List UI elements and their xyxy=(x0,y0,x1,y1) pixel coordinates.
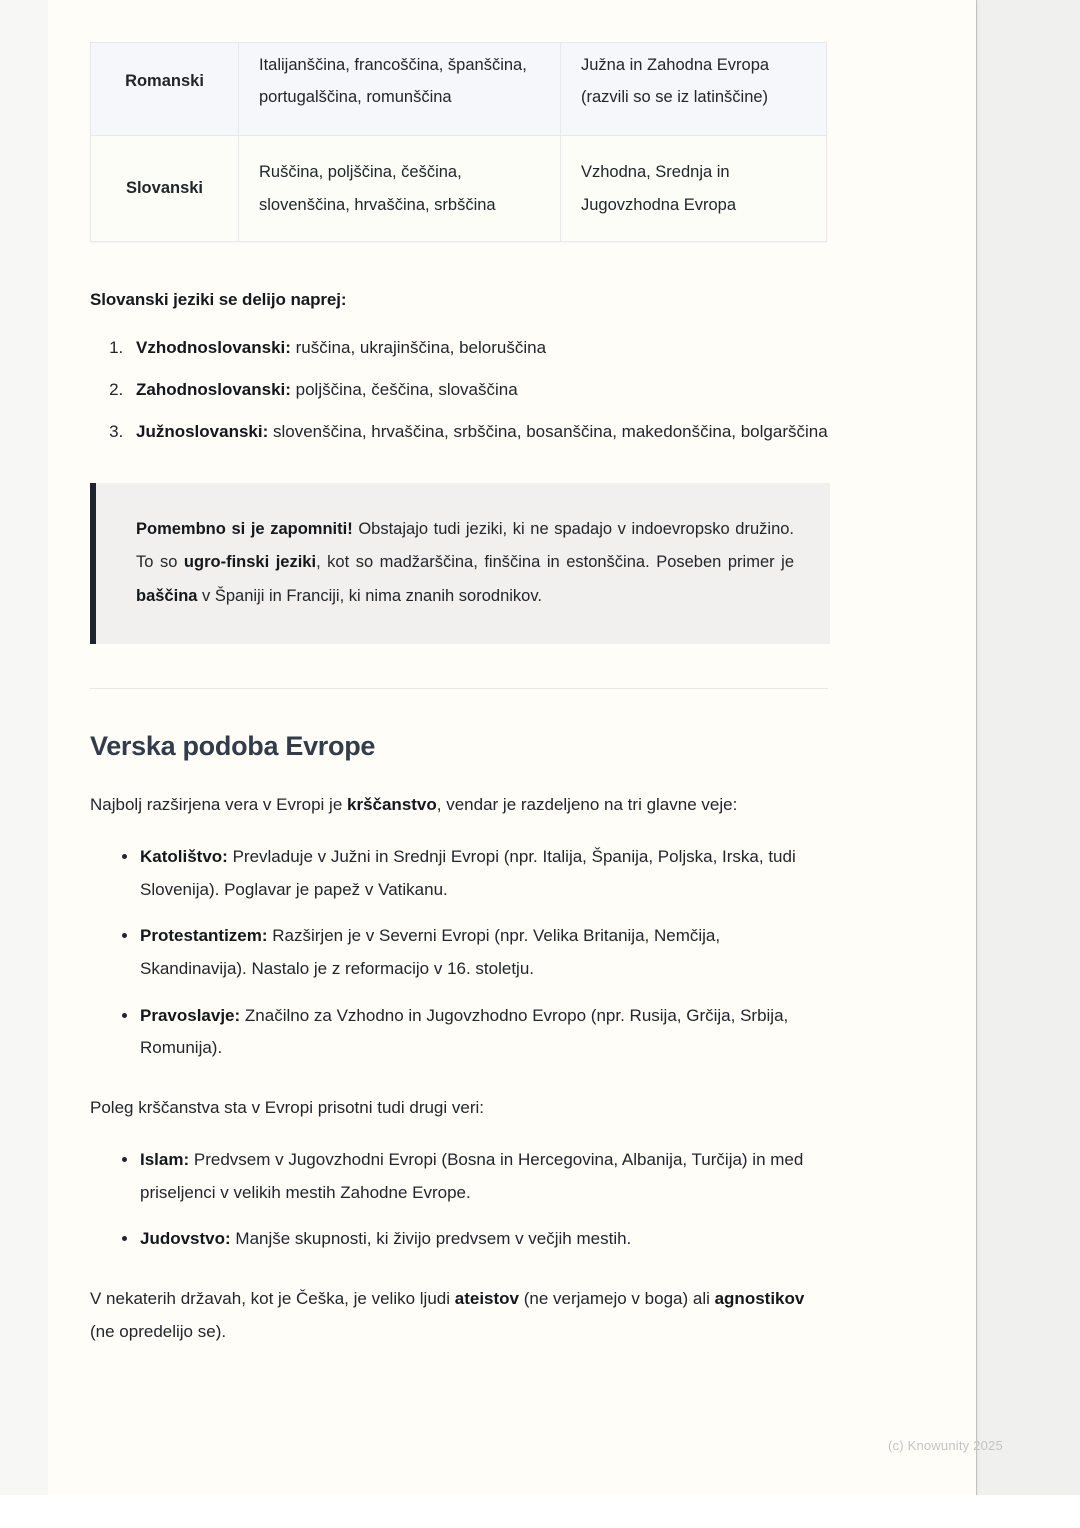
page-content xyxy=(90,0,830,1348)
slavic-subdivision-list xyxy=(90,332,830,449)
callout-text xyxy=(136,513,794,614)
list-item xyxy=(122,1223,830,1256)
religion-intro-part1: Najbolj razširjena vera v Evropi je xyxy=(90,795,347,815)
list-item xyxy=(128,416,830,448)
table-cell-languages: Ruščina, poljščina, češčina, slovenščina, hrvaščina, srbščina xyxy=(239,136,561,241)
table-row xyxy=(91,136,827,241)
page-title: Verska podoba Evrope xyxy=(90,731,376,762)
callout-part3: v Španiji in Franciji, ki nima znanih sorodnikov. xyxy=(197,587,542,606)
closing-bold2: agnostikov xyxy=(714,1288,805,1308)
christian-branches-list xyxy=(90,841,830,1065)
right-side-panel xyxy=(976,0,1080,1495)
list-item-label: Pravoslavje: xyxy=(140,1005,241,1025)
list-item xyxy=(122,1000,830,1065)
religion-intro-paragraph xyxy=(90,788,828,821)
religion-intro-part2: , vendar je razdeljeno na tri glavne veje: xyxy=(436,795,738,815)
list-item xyxy=(128,332,830,364)
section-divider xyxy=(90,688,828,689)
list-item-text: slovenščina, hrvaščina, srbščina, bosanščina, makedonščina, bolgarščina xyxy=(268,422,828,442)
list-item-label: Judovstvo: xyxy=(140,1229,231,1249)
callout-lead: Pomembno si je zapomniti! xyxy=(136,519,353,538)
closing-bold1: ateistov xyxy=(454,1288,519,1308)
religion-intro-bold: krščanstvo xyxy=(347,795,437,815)
table-cell-area: Južna in Zahodna Evropa (razvili so se iz latinščine) xyxy=(561,43,827,136)
right-side-panel-bottom xyxy=(976,1495,1080,1528)
copyright-watermark: (c) Knowunity 2025 xyxy=(888,1438,1003,1453)
table-cell-group: Slovanski xyxy=(91,136,239,241)
language-families-table xyxy=(90,42,827,242)
important-note-callout xyxy=(90,483,830,644)
list-item-text: poljščina, češčina, slovaščina xyxy=(290,379,518,399)
callout-bold1: ugro-finski jeziki xyxy=(183,553,317,572)
list-item-text: Značilno za Vzhodno in Jugovzhodno Evropo (npr. Rusija, Grčija, Srbija, Romunija). xyxy=(140,1005,789,1058)
left-gutter xyxy=(0,0,48,1528)
list-item-label: Zahodnoslovanski: xyxy=(136,379,291,399)
list-item-label: Katolištvo: xyxy=(140,847,228,867)
callout-part2: , kot so madžarščina, finščina in estonščina. Poseben primer je xyxy=(316,553,794,572)
list-item-text: Manjše skupnosti, ki živijo predvsem v večjih mestih. xyxy=(230,1229,632,1249)
closing-paragraph xyxy=(90,1282,828,1348)
closing-part1: V nekaterih državah, kot je Češka, je veliko ljudi xyxy=(90,1288,455,1308)
list-item-label: Vzhodnoslovanski: xyxy=(136,337,291,357)
list-item-label: Južnoslovanski: xyxy=(136,422,269,442)
list-item-text: Razširjen je v Severni Evropi (npr. Velika Britanija, Nemčija, Skandinavija). Nastalo je z reformacijo v 16. stoletju. xyxy=(140,926,721,979)
list-item xyxy=(122,1144,830,1209)
table-cell-group: Romanski xyxy=(91,43,239,136)
table-row xyxy=(91,43,827,136)
other-religions-intro: Poleg krščanstva sta v Evropi prisotni tudi drugi veri: xyxy=(90,1097,485,1117)
closing-part3: (ne opredelijo se). xyxy=(90,1322,227,1342)
list-item xyxy=(122,920,830,985)
list-item xyxy=(128,374,830,406)
list-item-text: Prevladuje v Južni in Srednji Evropi (npr. Italija, Španija, Poljska, Irska, tudi Slovenija). Poglavar je papež v Vatikanu. xyxy=(140,847,796,899)
list-item-text: Predvsem v Jugovzhodni Evropi (Bosna in Hercegovina, Albanija, Turčija) in med priseljenci v velikih mestih Zahodne Evrope. xyxy=(140,1150,804,1202)
list-item-text: ruščina, ukrajinščina, beloruščina xyxy=(290,337,547,357)
list-item-label: Protestantizem: xyxy=(140,926,268,946)
table-cell-area: Vzhodna, Srednja in Jugovzhodna Evropa xyxy=(561,136,827,241)
list-item-label: Islam: xyxy=(140,1150,190,1170)
table-cell-languages: Italijanščina, francoščina, španščina, portugalščina, romunščina xyxy=(239,43,561,136)
callout-part1: Obstajajo tudi jeziki, ki ne spadajo v indoevropsko družino. To so xyxy=(136,519,795,572)
list-item xyxy=(122,841,830,906)
callout-bold2: baščina xyxy=(136,587,198,606)
other-religions-list xyxy=(90,1144,830,1256)
slavic-subdivision-heading: Slovanski jeziki se delijo naprej: xyxy=(90,289,347,309)
closing-part2: (ne verjamejo v boga) ali xyxy=(519,1288,715,1308)
page-bottom-area xyxy=(0,1495,976,1528)
